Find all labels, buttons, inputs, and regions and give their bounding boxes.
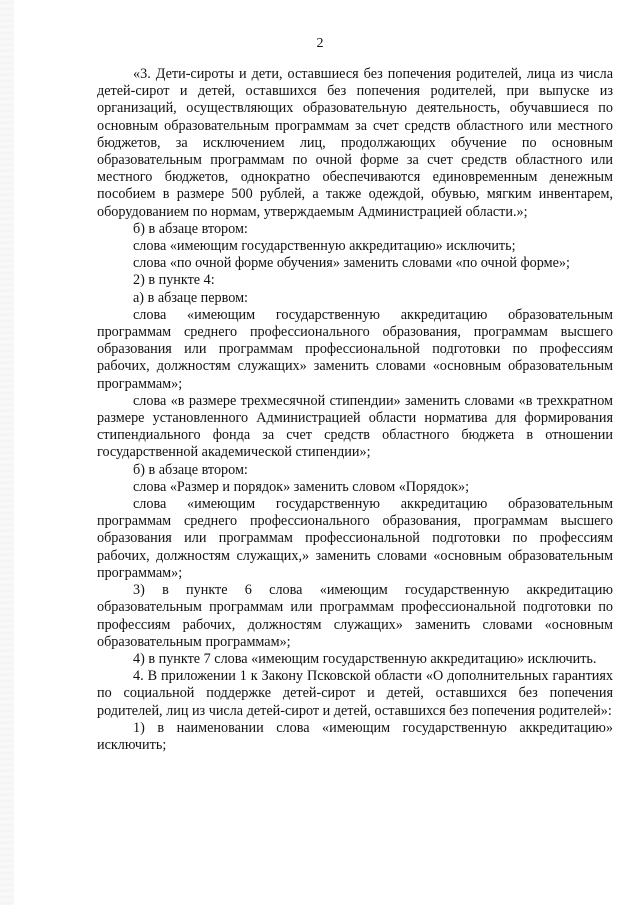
paragraph: слова «имеющим государственную аккредитацию образовательным программам среднего профессионального образования, программам высшего образования или программам профессиональной подготовки по профессиям рабочих, должностям служащих» заменить словами «основным образовательным программам»; [97,306,613,392]
paragraph: 3) в пункте 6 слова «имеющим государственную аккредитацию образовательным программам или программам профессиональной подготовки по профессиям рабочих, должностям служащих» заменить словами «основным образовательным программам»; [97,582,613,650]
paragraph: 4. В приложении 1 к Закону Псковской области «О дополнительных гарантиях по социальной поддержке детей-сирот и детей, оставшихся без попечения родителей, лиц из числа детей-сирот и детей, оставшихся без попечения родителей»: [97,668,613,719]
paragraph: 2) в пункте 4: [133,272,215,289]
paragraph: б) в абзаце втором: [133,220,248,237]
paragraph: «3. Дети-сироты и дети, оставшиеся без попечения родителей, лица из числа детей-сирот и детей, оставшихся без попечения родителей, при выпуске из организаций, осуществляющих образовательную деятельность, обучавшиеся по основным образовательным программам за счет средств областного или местного бюджетов, за исключением лиц, продолжающих обучение по основным образовательным программам по очной форме за счет средств областного или местного бюджетов, однократно обеспечиваются единовременным денежным пособием в размере 500 рублей, а также одеждой, обувью, мягким инвентарем, оборудованием по нормам, утверждаемым Администрацией области.»; [97,66,613,220]
paragraph: б) в абзаце втором: [133,461,248,478]
document-body [97,66,613,754]
paragraph: слова «по очной форме обучения» заменить словами «по очной форме»; [133,255,570,272]
paragraph: слова «Размер и порядок» заменить словом «Порядок»; [133,478,470,495]
page-number: 2 [316,36,324,51]
paragraph: слова «имеющим государственную аккредитацию» исключить; [133,238,516,255]
scan-binding-edge [0,0,14,905]
paragraph: 4) в пункте 7 слова «имеющим государственную аккредитацию» исключить. [133,650,597,667]
paragraph: а) в абзаце первом: [133,289,248,306]
paragraph: 1) в наименовании слова «имеющим государственную аккредитацию» исключить; [97,719,613,753]
paragraph: слова «в размере трехмесячной стипендии» заменить словами «в трехкратном размере установленного Администрацией области норматива для формирования стипендиального фонда за счет средств областного бюджета в отношении государственной академической стипендии»; [97,392,613,461]
paragraph: слова «имеющим государственную аккредитацию образовательным программам среднего профессионального образования, программам высшего образования или программам профессиональной подготовки по профессиям рабочих, должностям служащих,» заменить словами «основным образовательным программам»; [97,496,613,581]
